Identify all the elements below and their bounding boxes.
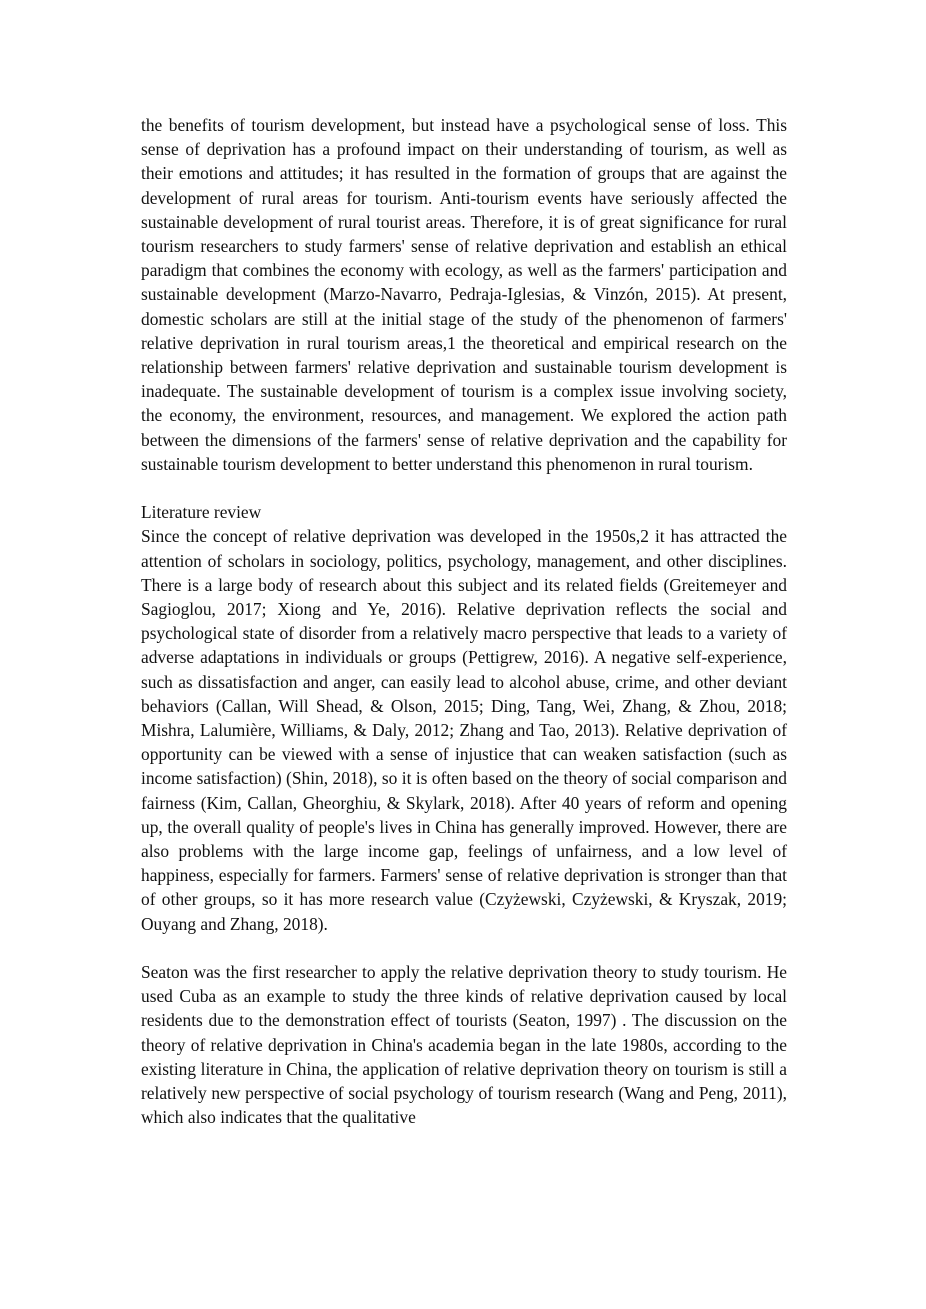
literature-paragraph: Since the concept of relative deprivation was developed in the 1950s,2 it has attracted the attention of scholars in sociology, politics, psychology, management, and other disciplines. There is a large body of research about this subject and its related fields (Greitemeyer and Sagioglou, 2017; Xiong and Ye, 2016). Relative deprivation reflects the social and psychological state of disorder from a relatively macro perspective that leads to a variety of adverse adaptations in individuals or groups (Pettigrew, 2016). A negative self-experience, such as dissatisfaction and anger, can easily lead to alcohol abuse, crime, and other deviant behaviors (Callan, Will Shead, & Olson, 2015; Ding, Tang, Wei, Zhang, & Zhou, 2018; Mishra, Lalumière, Williams, & Daly, 2012; Zhang and Tao, 2013). Relative deprivation of opportunity can be viewed with a sense of injustice that can weaken satisfaction (such as income satisfaction) (Shin, 2018), so it is often based on the theory of social comparison and fairness (Kim, Callan, Gheorghiu, & Skylark, 2018). After 40 years of reform and opening up, the overall quality of people's lives in China has generally improved. However, there are also problems with the large income gap, feelings of unfairness, and a low level of happiness, especially for farmers. Farmers' sense of relative deprivation is stronger than that of other groups, so it has more research value (Czyżewski, Czyżewski, & Kryszak, 2019; Ouyang and Zhang, 2018). <box>141 526 787 934</box>
document-page <box>141 113 787 1130</box>
paragraph-spacer <box>141 476 787 500</box>
seaton-paragraph: Seaton was the first researcher to apply the relative deprivation theory to study tourism. He used Cuba as an example to study the three kinds of relative deprivation caused by local residents due to the demonstration effect of tourists (Seaton, 1997) . The discussion on the theory of relative deprivation in China's academia began in the late 1980s, according to the existing literature in China, the application of relative deprivation theory on tourism is still a relatively new perspective of social psychology of tourism research (Wang and Peng, 2011), which also indicates that the qualitative <box>141 962 787 1128</box>
section-heading: Literature review <box>141 502 262 523</box>
paragraph-spacer <box>141 936 787 960</box>
intro-paragraph: the benefits of tourism development, but instead have a psychological sense of loss. This sense of deprivation has a profound impact on their understanding of tourism, as well as their emotions and attitudes; it has resulted in the formation of groups that are against the development of rural areas for tourism. Anti-tourism events have seriously affected the sustainable development of rural tourist areas. Therefore, it is of great significance for rural tourism researchers to study farmers' sense of relative deprivation and establish an ethical paradigm that combines the economy with ecology, as well as the farmers' participation and sustainable development (Marzo-Navarro, Pedraja-Iglesias, & Vinzón, 2015). At present, domestic scholars are still at the initial stage of the study of the phenomenon of farmers' relative deprivation in rural tourism areas,1 the theoretical and empirical research on the relationship between farmers' relative deprivation and sustainable tourism development is inadequate. The sustainable development of tourism is a complex issue involving society, the economy, the environment, resources, and management. We explored the action path between the dimensions of the farmers' sense of relative deprivation and the capability for sustainable tourism development to better understand this phenomenon in rural tourism. <box>141 115 787 474</box>
